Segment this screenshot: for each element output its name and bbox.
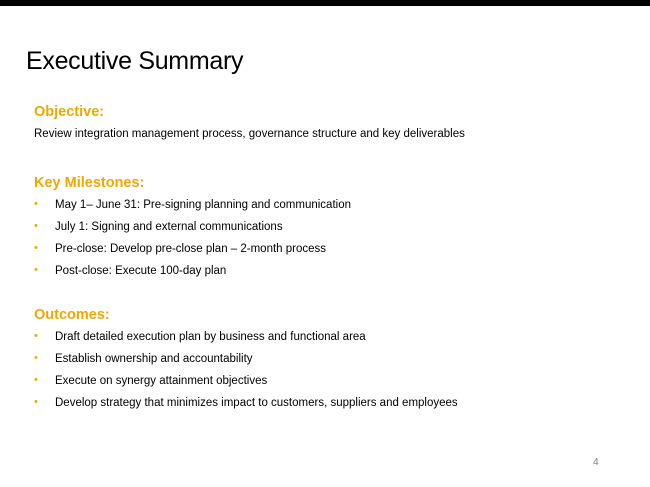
page-title: Executive Summary <box>26 47 244 75</box>
outcome-text: Develop strategy that minimizes impact to customers, suppliers and employees <box>55 397 458 409</box>
objective-heading: Objective: <box>34 104 105 120</box>
milestones-heading: Key Milestones: <box>34 175 145 191</box>
objective-text: Review integration management process, governance structure and key deliverables <box>34 128 465 140</box>
bullet-icon: • <box>34 220 38 232</box>
bullet-icon: • <box>34 242 38 254</box>
page-number: 4 <box>593 457 599 468</box>
milestone-text: Pre-close: Develop pre-close plan – 2-month process <box>55 243 327 255</box>
milestone-text: Post-close: Execute 100-day plan <box>55 265 227 277</box>
outcome-text: Draft detailed execution plan by business and functional area <box>55 331 366 343</box>
outcomes-heading: Outcomes: <box>34 307 110 323</box>
outcome-text: Execute on synergy attainment objectives <box>55 375 268 387</box>
bullet-icon: • <box>34 198 38 210</box>
bullet-icon: • <box>34 330 38 342</box>
milestone-text: May 1– June 31: Pre-signing planning and communication <box>55 199 351 211</box>
bullet-icon: • <box>34 396 38 408</box>
bullet-icon: • <box>34 374 38 386</box>
bullet-icon: • <box>34 352 38 364</box>
top-bar <box>0 0 650 6</box>
milestone-text: July 1: Signing and external communications <box>55 221 283 233</box>
outcome-text: Establish ownership and accountability <box>55 353 253 365</box>
bullet-icon: • <box>34 264 38 276</box>
